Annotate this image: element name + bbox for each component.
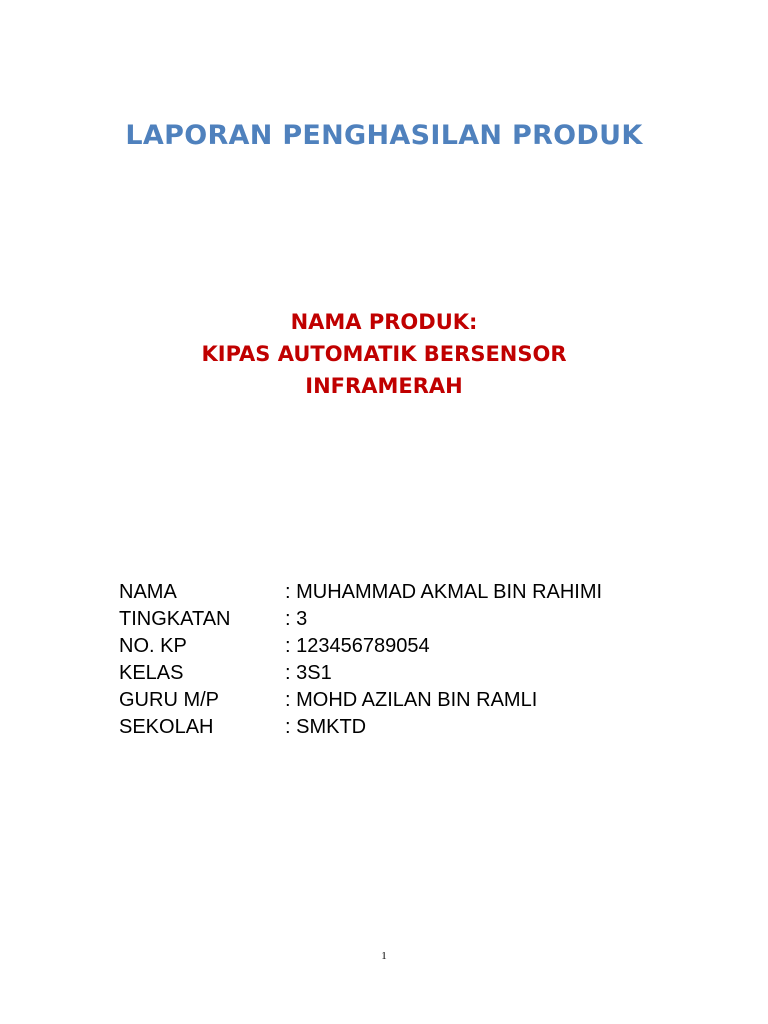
info-value: : 123456789054 <box>285 635 430 657</box>
info-value: : 3 <box>285 608 308 630</box>
info-value: : MOHD AZILAN BIN RAMLI <box>285 689 538 711</box>
info-row-guru-mp <box>119 687 602 714</box>
info-row-nama <box>119 579 602 606</box>
info-row-kelas <box>119 660 602 687</box>
info-value: : SMKTD <box>285 716 367 738</box>
info-label: GURU M/P <box>119 689 219 711</box>
info-row-no-kp <box>119 633 602 660</box>
product-name-line2: INFRAMERAH <box>305 374 463 398</box>
report-title: LAPORAN PENGHASILAN PRODUK <box>125 120 643 151</box>
info-label: NAMA <box>119 581 177 603</box>
info-label: KELAS <box>119 662 184 684</box>
product-name-line1: KIPAS AUTOMATIK BERSENSOR <box>201 342 567 366</box>
info-label: SEKOLAH <box>119 716 214 738</box>
info-label: TINGKATAN <box>119 608 231 630</box>
page-number: 1 <box>381 950 387 962</box>
info-label: NO. KP <box>119 635 187 657</box>
student-info-table <box>119 579 602 741</box>
info-value: : 3S1 <box>285 662 332 684</box>
info-row-sekolah <box>119 714 602 741</box>
info-row-tingkatan <box>119 606 602 633</box>
info-value: : MUHAMMAD AKMAL BIN RAHIMI <box>285 581 603 603</box>
product-heading: NAMA PRODUK: <box>290 310 478 334</box>
product-section <box>0 306 768 402</box>
